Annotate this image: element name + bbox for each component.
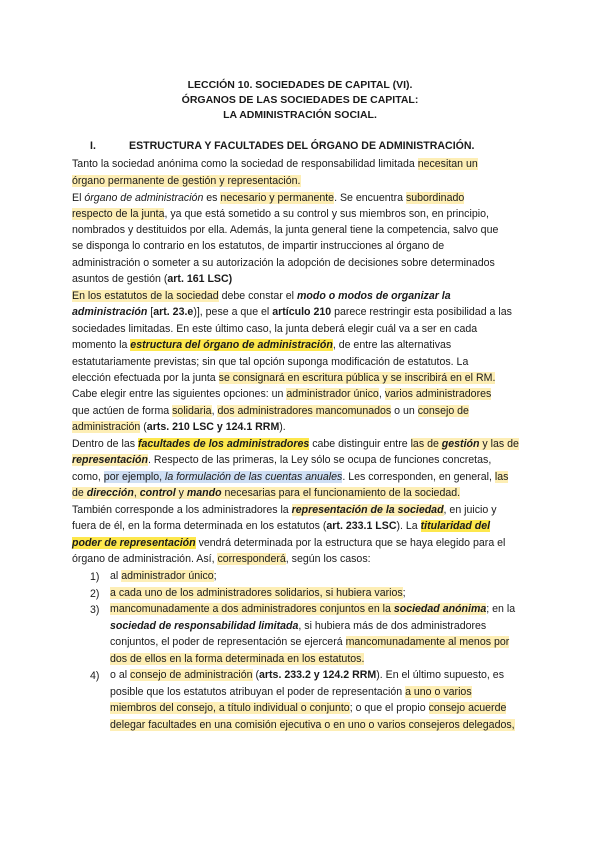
lesson-subtitle: ÓRGANOS DE LAS SOCIEDADES DE CAPITAL: <box>181 94 419 106</box>
paragraph-line: sociedades limitadas. En este último caso, la junta deberá elegir cuál va a ser en cada <box>72 323 478 335</box>
paragraph-line: administración o someter a su autorización la adopción de decisiones sobre determinados <box>72 257 495 269</box>
list-number: 2) <box>90 588 100 600</box>
paragraph-line: administración (arts. 210 LSC y 124.1 RRM). <box>72 421 286 433</box>
list-number: 3) <box>90 604 100 616</box>
paragraph-line: se disponga lo contrario en los estatutos, de impartir instrucciones al órgano de <box>72 240 445 252</box>
paragraph-line: que actúen de forma solidaria, dos administradores mancomunados o un consejo de <box>72 405 469 417</box>
paragraph-line: Tanto la sociedad anónima como la sociedad de responsabilidad limitada necesitan un <box>72 158 478 170</box>
list-item: delegar facultades en una comisión ejecutiva o en uno o varios consejeros delegados, <box>110 719 515 731</box>
paragraph-line: de dirección, control y mando necesarias para el funcionamiento de la sociedad. <box>72 487 461 499</box>
paragraph-line: En los estatutos de la sociedad debe constar el modo o modos de organizar la <box>72 290 451 302</box>
list-item: sociedad de responsabilidad limitada, si hubiera más de dos administradores <box>110 620 487 632</box>
paragraph-line: estatutariamente previstas; sin que tal opción suponga modificación de estatutos. La <box>72 356 469 368</box>
paragraph-line: administración [art. 23.e)], pese a que el artículo 210 parece restringir esta posibilidad a las <box>72 306 512 318</box>
list-number: 1) <box>90 571 100 583</box>
lesson-subtitle-2: LA ADMINISTRACIÓN SOCIAL. <box>223 109 377 121</box>
paragraph-line: poder de representación vendrá determinada por la estructura que se haya elegido para el <box>72 537 506 549</box>
paragraph-line: elección efectuada por la junta se consignará en escritura pública y se inscribirá en el RM. <box>72 372 496 384</box>
list-item: miembros del consejo, a título individual o conjunto; o que el propio consejo acuerde <box>110 702 507 714</box>
paragraph-line: También corresponde a los administradores la representación de la sociedad, en juicio y <box>72 504 497 516</box>
paragraph-line: Dentro de las facultades de los administradores cabe distinguir entre las de gestión y las de <box>72 438 519 450</box>
lesson-title: LECCIÓN 10. SOCIEDADES DE CAPITAL (VI). <box>187 79 413 91</box>
list-item: o al consejo de administración (arts. 233.2 y 124.2 RRM). En el último supuesto, es <box>110 669 504 681</box>
paragraph-line: Cabe elegir entre las siguientes opciones: un administrador único, varios administradores <box>72 388 492 400</box>
list-item: mancomunadamente a dos administradores conjuntos en la sociedad anónima; en la <box>110 603 516 615</box>
list-item: posible que los estatutos atribuyan el poder de representación a uno o varios <box>110 686 472 698</box>
paragraph-line: respecto de la junta, ya que está sometido a su control y sus miembros son, en principio, <box>72 208 489 220</box>
paragraph-line: órgano de administración. Así, corresponderá, según los casos: <box>72 553 371 565</box>
paragraph-line: representación. Respecto de las primeras, la Ley sólo se ocupa de funciones concretas, <box>72 454 492 466</box>
list-item: al administrador único; <box>110 570 217 582</box>
paragraph-line: El órgano de administración es necesario y permanente. Se encuentra subordinado <box>72 192 465 204</box>
paragraph-line: fuera de él, en la forma determinada en los estatutos (art. 233.1 LSC). La titularidad del <box>72 520 491 532</box>
list-number: 4) <box>90 670 100 682</box>
paragraph-line: momento la estructura del órgano de administración, de entre las alternativas <box>72 339 452 351</box>
list-item: conjuntos, el poder de representación se ejercerá mancomunadamente al menos por <box>110 636 510 648</box>
paragraph-line: nombrados y destituidos por ella. Además, la junta general tiene la competencia, salvo que <box>72 224 499 236</box>
paragraph-line: como, por ejemplo, la formulación de las cuentas anuales. Les corresponden, en general, las <box>72 471 509 483</box>
section-number: I. <box>90 140 96 152</box>
list-item: a cada uno de los administradores solidarios, si hubiera varios; <box>110 587 406 599</box>
paragraph-line: órgano permanente de gestión y representación. <box>72 175 301 187</box>
paragraph-line: asuntos de gestión (art. 161 LSC) <box>72 273 233 285</box>
list-item: dos de ellos en la forma determinada en los estatutos. <box>110 653 365 665</box>
section-heading: ESTRUCTURA Y FACULTADES DEL ÓRGANO DE ADMINISTRACIÓN. <box>129 140 475 152</box>
